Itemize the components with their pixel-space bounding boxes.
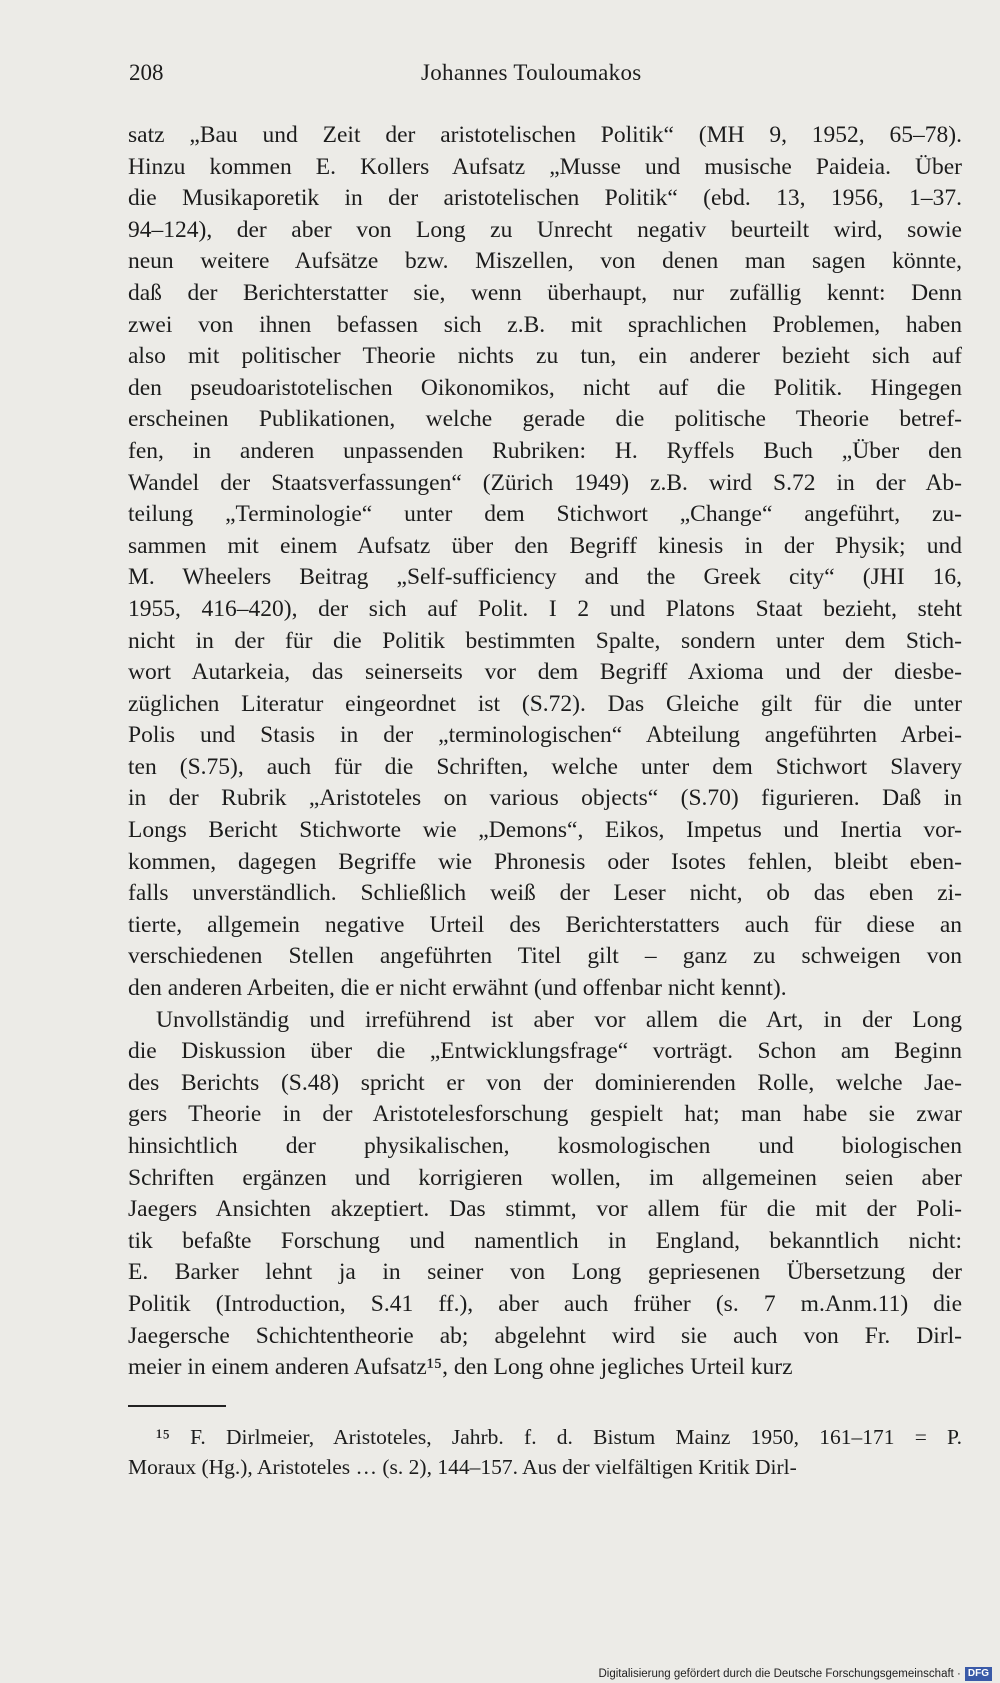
paragraph — [128, 120, 962, 1005]
text-line: Longs Bericht Stichworte wie „Demons“, Eikos, Impetus und Inertia vor- — [128, 817, 962, 844]
text-line: den anderen Arbeiten, die er nicht erwähnt (und offenbar nicht kennt). — [128, 975, 787, 1002]
text-line: die Musikaporetik in der aristotelischen Politik“ (ebd. 13, 1956, 1–37. — [128, 185, 962, 212]
text-line: kommen, dagegen Begriffe wie Phronesis oder Isotes fehlen, bleibt eben- — [128, 848, 962, 875]
text-line: Schriften ergänzen und korrigieren wollen, im allgemeinen seien aber — [128, 1164, 962, 1191]
text-line: Hinzu kommen E. Kollers Aufsatz „Musse und musische Paideia. Über — [128, 153, 962, 180]
paragraph — [128, 1005, 962, 1384]
text-line: hinsichtlich der physikalischen, kosmologischen und biologischen — [128, 1133, 962, 1159]
text-line: satz „Bau und Zeit der aristotelischen Politik“ (MH 9, 1952, 65–78). — [128, 122, 962, 148]
text-line: die Diskussion über die „Entwicklungsfrage“ vorträgt. Schon am Beginn — [128, 1038, 962, 1065]
page-header — [129, 60, 962, 100]
text-line: den pseudoaristotelischen Oikonomikos, nicht auf die Politik. Hingegen — [128, 374, 962, 401]
text-line: falls unverständlich. Schließlich weiß der Leser nicht, ob das eben zi- — [128, 880, 962, 907]
text-line: ten (S.75), auch für die Schriften, welche unter dem Stichwort Slavery — [128, 753, 962, 780]
text-line: erscheinen Publikationen, welche gerade die politische Theorie betref- — [128, 406, 962, 433]
text-line: teilung „Terminologie“ unter dem Stichwort „Change“ angeführt, zu- — [128, 501, 962, 528]
footnote-rule — [128, 1405, 226, 1407]
text-line: E. Barker lehnt ja in seiner von Long gepriesenen Übersetzung der — [128, 1259, 962, 1286]
body-text — [128, 120, 962, 1384]
text-line: nicht in der für die Politik bestimmten Spalte, sondern unter dem Stich- — [128, 627, 962, 654]
text-line: 1955, 416–420), der sich auf Polit. I 2 und Platons Staat bezieht, steht — [128, 595, 962, 622]
running-head: Johannes Touloumakos — [421, 60, 642, 85]
text-line: Politik (Introduction, S.41 ff.), aber auch früher (s. 7 m.Anm.11) die — [128, 1290, 962, 1317]
text-line: Polis und Stasis in der „terminologischen“ Abteilung angeführten Arbei- — [128, 722, 962, 749]
text-line: ¹⁵ F. Dirlmeier, Aristoteles, Jahrb. f. d. Bistum Mainz 1950, 161–171 = P. — [156, 1425, 962, 1449]
text-line: Moraux (Hg.), Aristoteles … (s. 2), 144–157. Aus der vielfältigen Kritik Dirl- — [128, 1455, 797, 1479]
text-line: neun weitere Aufsätze bzw. Miszellen, von denen man sagen könnte, — [128, 248, 962, 275]
text-line: gers Theorie in der Aristotelesforschung gespielt hat; man habe sie zwar — [128, 1101, 962, 1128]
text-line: Wandel der Staatsverfassungen“ (Zürich 1949) z.B. wird S.72 in der Ab- — [128, 469, 962, 496]
digitization-credit — [598, 1667, 992, 1681]
text-line: tik befaßte Forschung und namentlich in England, bekanntlich nicht: — [128, 1227, 962, 1254]
dfg-logo: DFG — [965, 1667, 992, 1681]
text-line: Jaegersche Schichtentheorie ab; abgelehnt wird sie auch von Fr. Dirl- — [128, 1322, 962, 1349]
text-line: meier in einem anderen Aufsatz¹⁵, den Long ohne jegliches Urteil kurz — [128, 1354, 793, 1381]
text-line: des Berichts (S.48) spricht er von der dominierenden Rolle, welche Jae- — [128, 1069, 962, 1096]
text-line: züglichen Literatur eingeordnet ist (S.72). Das Gleiche gilt für die unter — [128, 690, 962, 717]
text-line: in der Rubrik „Aristoteles on various objects“ (S.70) figurieren. Daß in — [128, 785, 962, 812]
text-line: fen, in anderen unpassenden Rubriken: H. Ryffels Buch „Über den — [128, 437, 962, 464]
text-line: Unvollständig und irreführend ist aber vor allem die Art, in der Long — [156, 1006, 962, 1033]
text-line: sammen mit einem Aufsatz über den Begriff kinesis in der Physik; und — [128, 532, 962, 559]
footnotes — [128, 1422, 962, 1482]
text-line: tierte, allgemein negative Urteil des Berichterstatters auch für diese an — [128, 911, 962, 938]
credit-text: Digitalisierung gefördert durch die Deutsche Forschungsgemeinschaft · — [598, 1668, 961, 1680]
text-line: verschiedenen Stellen angeführten Titel gilt – ganz zu schweigen von — [128, 943, 962, 970]
text-line: wort Autarkeia, das seinerseits vor dem Begriff Axioma und der diesbe- — [128, 659, 962, 686]
text-line: Jaegers Ansichten akzeptiert. Das stimmt, vor allem für die mit der Poli- — [128, 1196, 962, 1223]
text-line: 94–124), der aber von Long zu Unrecht negativ beurteilt wird, sowie — [128, 216, 962, 243]
text-line: also mit politischer Theorie nichts zu tun, ein anderer bezieht sich auf — [128, 343, 962, 370]
page-number: 208 — [129, 60, 164, 85]
text-line: daß der Berichterstatter sie, wenn überhaupt, nur zufällig kennt: Denn — [128, 279, 962, 306]
text-line: M. Wheelers Beitrag „Self-sufficiency and the Greek city“ (JHI 16, — [128, 564, 962, 591]
text-line: zwei von ihnen befassen sich z.B. mit sprachlichen Problemen, haben — [128, 311, 962, 338]
